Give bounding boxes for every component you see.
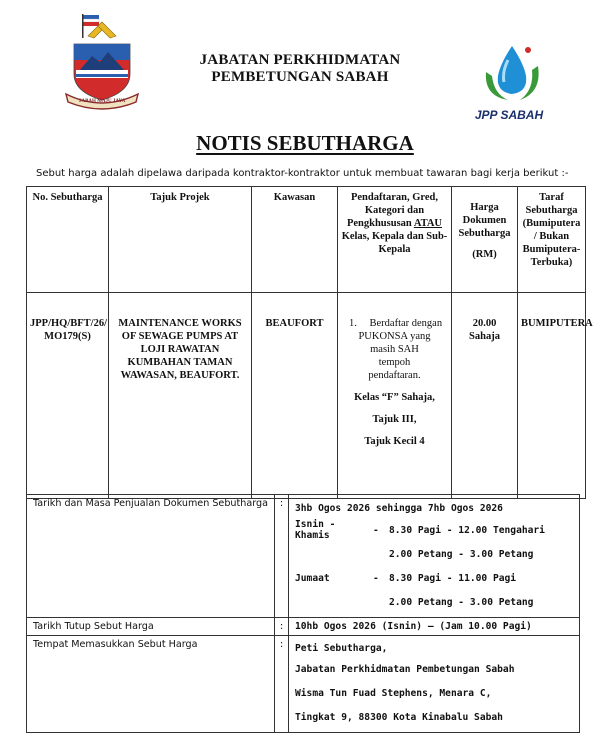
agency-title-line1: JABATAN PERKHIDMATAN (199, 52, 401, 68)
table-row (27, 636, 580, 733)
separator: : (275, 618, 289, 636)
submission-place-label: Tempat Memasukkan Sebut Harga (27, 636, 275, 733)
header-area: Kawasan (252, 187, 338, 293)
friday-time-2: 2.00 Petang - 3.00 Petang (389, 596, 534, 608)
weekday-hours-row (295, 518, 573, 542)
address-line: Jabatan Perkhidmatan Pembetungan Sabah (295, 663, 515, 675)
registration-line5: pendaftaran. (368, 370, 421, 381)
address-line: Tingkat 9, 88300 Kota Kinabalu Sabah (295, 711, 503, 723)
tender-table (26, 186, 593, 499)
header-status: Taraf Sebutharga (Bumiputera / Bukan Bumiputera-Terbuka) (518, 187, 586, 293)
jpp-water-drop-logo-icon (478, 42, 546, 108)
header-registration-b: Kelas, Kepala dan Sub-Kepala (341, 231, 448, 255)
header-price-a: Harga Dokumen Sebutharga (458, 202, 511, 239)
header-registration-or: ATAU (413, 218, 443, 229)
closing-date-value: 10hb Ogos 2026 (Isnin) – (Jam 10.00 Pagi) (289, 618, 580, 636)
header-registration (338, 187, 452, 293)
separator: : (275, 636, 289, 733)
registration-subhead: Tajuk Kecil 4 (364, 436, 425, 447)
header-project: Tajuk Projek (109, 187, 252, 293)
header-price (452, 187, 518, 293)
closing-date-label: Tarikh Tutup Sebut Harga (27, 618, 275, 636)
registration-line3: masih SAH (370, 344, 419, 355)
tender-table-header-row (27, 187, 586, 293)
cell-no: JPP/HQ/BFT/26/ MO179(S) (27, 293, 109, 499)
registration-number: 1. (349, 318, 357, 329)
sale-period-value (289, 495, 580, 618)
sale-range: 3hb Ogos 2026 sehingga 7hb Ogos 2026 (295, 502, 503, 514)
separator: : (275, 495, 289, 618)
table-row (27, 293, 586, 499)
agency-title (170, 52, 430, 86)
registration-requirement (341, 317, 448, 330)
friday-hours-row (295, 566, 573, 590)
weekday-time-1: 8.30 Pagi - 12.00 Tengahari (389, 524, 545, 536)
submission-place-value (289, 636, 580, 733)
address-line: Wisma Tun Fuad Stephens, Menara C, (295, 687, 492, 699)
table-row (27, 618, 580, 636)
weekday-time-2: 2.00 Petang - 3.00 Petang (389, 548, 534, 560)
header-price-b: (RM) (472, 249, 497, 260)
jpp-logo-label: JPP SABAH (474, 108, 544, 122)
registration-line2b: yang (410, 331, 431, 342)
cell-status: BUMIPUTERA (518, 293, 586, 499)
registration-line1: Berdaftar dengan (369, 318, 443, 329)
registration-class: Kelas “F” Sahaja, (354, 392, 435, 403)
sale-period-label: Tarikh dan Masa Penjualan Dokumen Sebutharga (27, 495, 275, 618)
cell-project: MAINTENANCE WORKS OF SEWAGE PUMPS AT LOJI RAWATAN KUMBAHAN TAMAN WAWASAN, BEAUFORT. (109, 293, 252, 499)
intro-text: Sebut harga adalah dipelawa daripada kontraktor-kontraktor untuk membuat tawaran bagi kerja berikut :- (36, 168, 569, 179)
registration-head: Tajuk III, (372, 414, 417, 425)
schedule-table (26, 494, 580, 733)
cell-price (452, 293, 518, 499)
weekday-label: Isnin - Khamis (295, 519, 336, 541)
dash: - (373, 572, 379, 584)
registration-line4: tempoh (378, 357, 411, 368)
price-value: 20.00 (472, 318, 497, 329)
cell-area: BEAUFORT (252, 293, 338, 499)
cell-registration (338, 293, 452, 499)
address-line: Peti Sebutharga, (295, 642, 388, 654)
friday-time-1: 8.30 Pagi - 11.00 Pagi (389, 572, 517, 584)
header-no: No. Sebutharga (27, 187, 109, 293)
crest-motto: SABAH MAJU JAYA (78, 99, 126, 104)
registration-body: PUKONSA (358, 331, 408, 342)
notice-title: NOTIS SEBUTHARGA (196, 131, 414, 155)
header-registration-a: Pendaftaran, Gred, Kategori dan Pengkhususan (346, 192, 438, 229)
price-note: Sahaja (469, 331, 500, 342)
friday-label: Jumaat (295, 572, 330, 584)
sabah-crest-icon (62, 12, 142, 112)
table-row (27, 495, 580, 618)
agency-title-line2: PEMBETUNGAN SABAH (211, 69, 389, 85)
dash: - (373, 524, 379, 536)
